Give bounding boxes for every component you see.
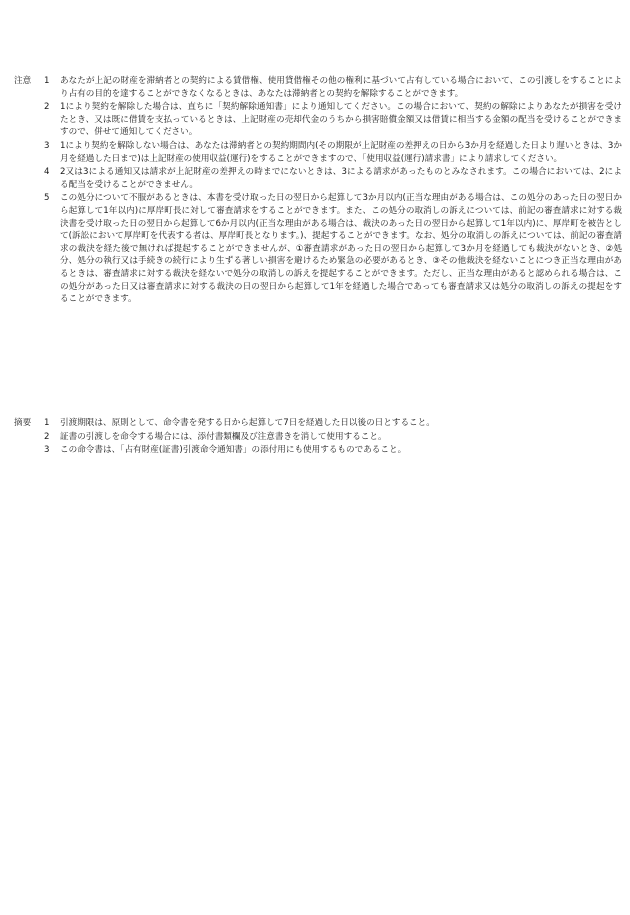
note-item-1 [14,75,622,100]
note-item-4 [14,166,622,191]
note-text: 1により契約を解除しない場合は、あなたは滞納者との契約期間内(その期限が上記財産の差押えの日から3か月を経過した日より遅いときは、3か月を経過した日まで)は上記財産の使用収益(運行)をすることができますので、「使用収益(運行)請求書」により請求してください。 [60,140,622,164]
summary-item-2 [14,431,622,444]
note-text: 2又は3による通知又は請求が上記財産の差押えの時までにないときは、3による請求があったものとみなされます。この場合においては、2による配当を受けることができません。 [60,167,622,190]
summary-label: 摘要 [14,418,32,428]
note-text: 1により契約を解除した場合は、直ちに「契約解除通知書」により通知してください。この場合において、契約の解除によりあなたが損害を受けたとき、又は既に借賃を支払っているときは、上記財産の売却代金のうちから損害賠償金額又は借賃に相当する金額の配当を受けることができますので、併せて通知してください。 [60,102,622,138]
summary-section [14,417,622,458]
summary-text: 引渡期限は、原則として、命令書を発する日から起算して7日を経過した日以後の日とすること。 [60,418,435,428]
note-number: 1 [44,76,50,86]
summary-number: 2 [44,431,50,442]
summary-text: 証書の引渡しを命令する場合には、添付書類欄及び注意書きを消して使用すること。 [60,431,387,442]
summary-item-3 [14,444,622,457]
note-item-5 [14,192,622,305]
summary-number: 1 [44,418,50,428]
note-number: 3 [44,140,50,151]
note-number: 4 [44,167,50,178]
note-item-2 [14,101,622,139]
note-number: 2 [44,102,50,113]
notes-section [14,75,622,307]
summary-item-1 [14,417,622,430]
summary-text: この命令書は、「占有財産(証書)引渡命令通知書」の添付用にも使用するものであること。 [60,445,407,456]
note-text: あなたが上記の財産を滞納者との契約による賃借権、使用貸借権その他の権利に基づいて占有している場合において、この引渡しをすることにより占有の目的を達することができなくなるときは、あなたは滞納者との契約を解除することができます。 [60,76,622,99]
summary-number: 3 [44,445,50,456]
note-text: この処分について不服があるときは、本書を受け取った日の翌日から起算して3か月以内(正当な理由がある場合は、この処分のあった日の翌日から起算して1年以内)に厚岸町長に対して審査請求をすることができます。また、この処分の取消しの訴えについては、前記の審査請求に対する裁決書を受け取った日の翌日から起算して6か月以内(正当な理由がある場合は、裁決のあった日の翌日から起算して1年以内)に、厚岸町を被告として(訴訟において厚岸町を代表する者は、厚岸町長となります。)、提起することができます。なお、処分の取消しの訴えについては、前記の審査請求の裁決を経た後で無ければ提起することができませんが、①審査請求があった日の翌日から起算して3か月を経過しても裁決がないとき、②処分、処分の執行又は手続きの続行により生ずる著しい損害を避けるため緊急の必要があるとき、③その他裁決を経ないことにつき正当な理由があるときは、審査請求に対する裁決を経ないで処分の取消しの訴えを提起することができます。ただし、正当な理由があると認められる場合は、この処分があった日又は審査請求に対する裁決の日の翌日から起算して1年を経過した場合であっても審査請求又は処分の取消しの訴えの提起をすることができます。 [60,193,622,305]
notes-label: 注意 [14,76,32,86]
note-item-3 [14,140,622,165]
note-number: 5 [44,193,50,204]
